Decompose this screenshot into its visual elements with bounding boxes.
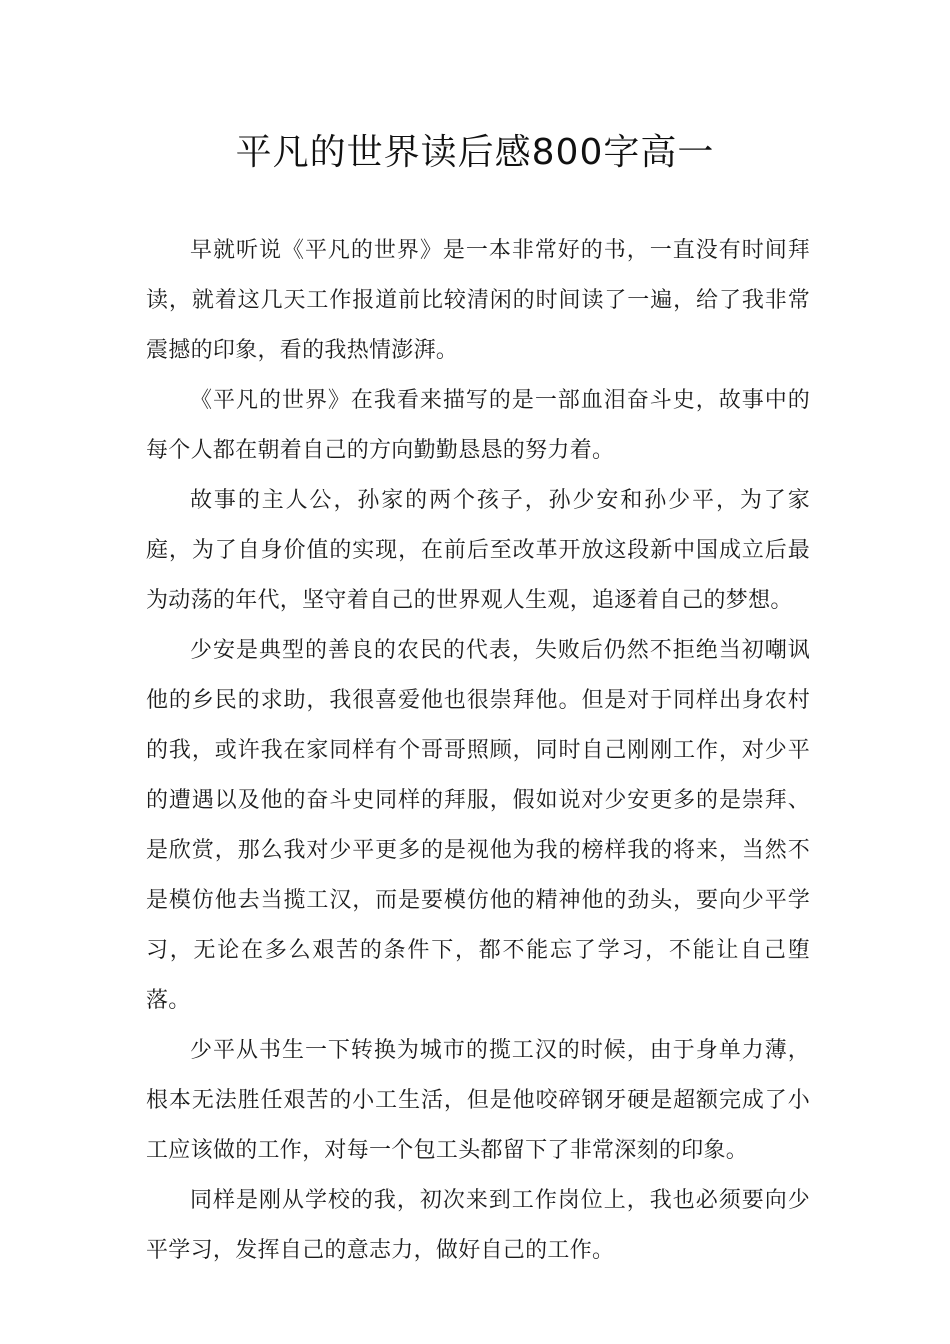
paragraph: 同样是刚从学校的我，初次来到工作岗位上，我也必须要向少平学习，发挥自己的意志力，做好自己的工作。 [146, 1188, 810, 1263]
paragraph: 少安是典型的善良的农民的代表，失败后仍然不拒绝当初嘲讽他的乡民的求助，我很喜爱他也很崇拜他。但是对于同样出身农村的我，或许我在家同样有个哥哥照顾，同时自己刚刚工作，对少平的遭遇以及他的奋斗史同样的拜服，假如说对少安更多的是崇拜、是欣赏，那么我对少平更多的是视他为我的榜样我的将来，当然不是模仿他去当揽工汉，而是要模仿他的精神他的劲头，要向少平学习，无论在多么艰苦的条件下，都不能忘了学习，不能让自己堕落。 [146, 638, 810, 1013]
paragraph: 少平从书生一下转换为城市的揽工汉的时候，由于身单力薄，根本无法胜任艰苦的小工生活，但是他咬碎钢牙硬是超额完成了小工应该做的工作，对每一个包工头都留下了非常深刻的印象。 [146, 1038, 810, 1163]
paragraph: 早就听说《平凡的世界》是一本非常好的书，一直没有时间拜读，就着这几天工作报道前比较清闲的时间读了一遍，给了我非常震撼的印象，看的我热情澎湃。 [146, 238, 810, 363]
paragraph: 故事的主人公，孙家的两个孩子，孙少安和孙少平，为了家庭，为了自身价值的实现，在前后至改革开放这段新中国成立后最为动荡的年代，坚守着自己的世界观人生观，追逐着自己的梦想。 [146, 488, 810, 613]
document-body [146, 226, 810, 1276]
paragraph: 《平凡的世界》在我看来描写的是一部血泪奋斗史，故事中的每个人都在朝着自己的方向勤勤恳恳的努力着。 [146, 388, 810, 463]
document-title: 平凡的世界读后感800字高一 [235, 132, 715, 173]
